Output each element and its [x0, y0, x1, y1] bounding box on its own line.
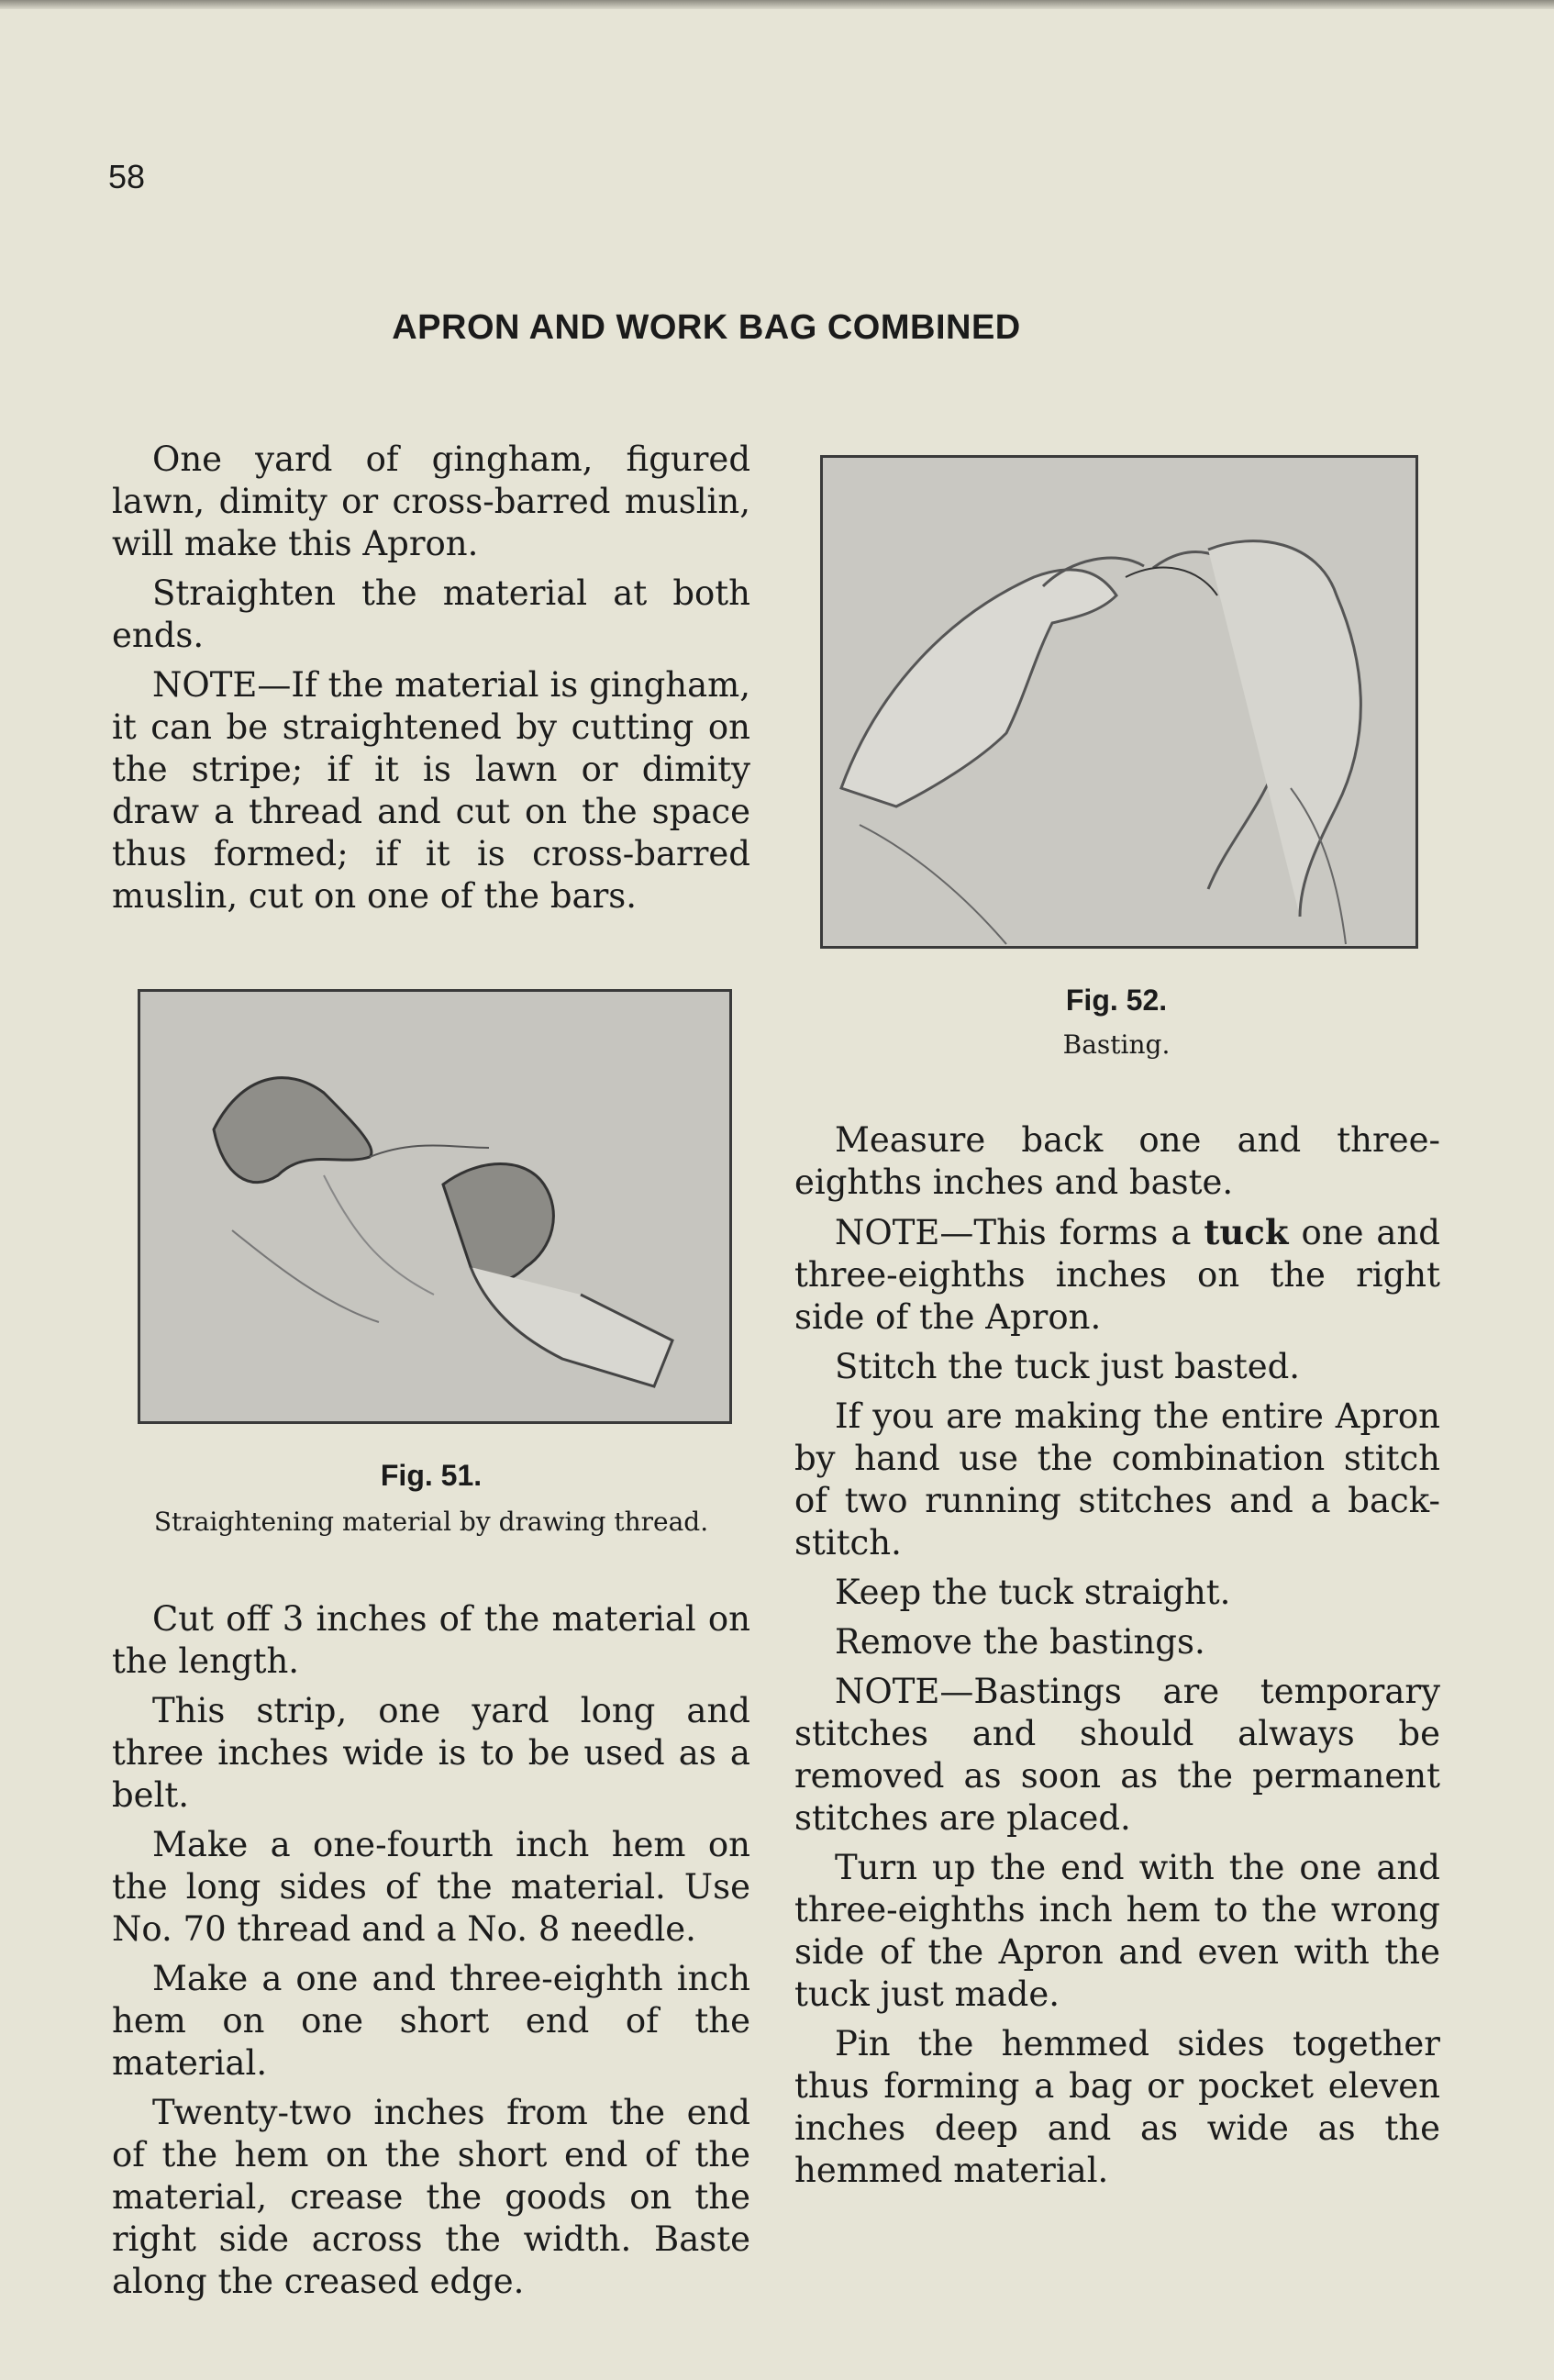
paragraph: Turn up the end with the one and three-eighths inch hem to the wrong side of the Apron and even with the tuck just made. [794, 1848, 1440, 2014]
paragraph: NOTE—If the material is gingham, it can be straightened by cutting on the stripe; if it is lawn or dimity draw a thread and cut on the space thus formed; if it is cross-barred muslin, cut on one of the bars. [112, 665, 750, 916]
paragraph [794, 1211, 1440, 1339]
figure-52-image [820, 455, 1418, 949]
paragraph: Keep the tuck straight. [835, 1573, 1231, 1612]
paragraph: Measure back one and three-eighths inches and baste. [794, 1120, 1440, 1202]
bold-term: tuck [1204, 1212, 1289, 1252]
figure-51-image [138, 989, 732, 1424]
left-column-top [112, 439, 750, 925]
page-title: APRON AND WORK BAG COMBINED [392, 308, 1021, 347]
paragraph: Cut off 3 inches of the material on the length. [112, 1599, 750, 1681]
text-run: NOTE—This forms a [835, 1213, 1204, 1252]
figure-51-label: Fig. 51. [380, 1459, 483, 1492]
paragraph: This strip, one yard long and three inches wide is to be used as a belt. [112, 1691, 750, 1815]
paragraph: If you are making the entire Apron by hand use the combination stitch of two running stitches and a back-stitch. [794, 1396, 1440, 1563]
paragraph: Remove the bastings. [835, 1622, 1205, 1662]
paragraph: NOTE—Bastings are temporary stitches and should always be removed as soon as the permanent stitches are placed. [794, 1672, 1440, 1838]
paragraph: Straighten the material at both ends. [112, 573, 750, 655]
right-column [794, 1119, 1440, 2199]
paragraph: Twenty-two inches from the end of the hem on the short end of the material, crease the goods on the right side across the width. Baste along the creased edge. [112, 2093, 750, 2301]
page-top-edge [0, 0, 1554, 9]
text-run: one and three-eighths inches on the right side of the Apron. [794, 1213, 1440, 1337]
paragraph: One yard of gingham, figured lawn, dimity or cross-barred muslin, will make this Apron. [112, 439, 750, 563]
figure-52-label: Fig. 52. [1065, 984, 1168, 1017]
paragraph: Make a one and three-eighth inch hem on one short end of the material. [112, 1959, 750, 2083]
drawing-thread-hands-illustration [140, 992, 729, 1421]
paragraph: Pin the hemmed sides together thus forming a bag or pocket eleven inches deep and as wide as the hemmed material. [794, 2024, 1440, 2190]
left-column-bottom [112, 1598, 750, 2310]
basting-hands-illustration [823, 458, 1415, 946]
page-number: 58 [108, 158, 146, 195]
paragraph: Stitch the tuck just basted. [835, 1347, 1301, 1386]
paragraph: Make a one-fourth inch hem on the long sides of the material. Use No. 70 thread and a No. 8 needle. [112, 1825, 750, 1949]
figure-52-caption: Basting. [1062, 1029, 1171, 1060]
figure-51-caption: Straightening material by drawing thread. [153, 1507, 709, 1537]
